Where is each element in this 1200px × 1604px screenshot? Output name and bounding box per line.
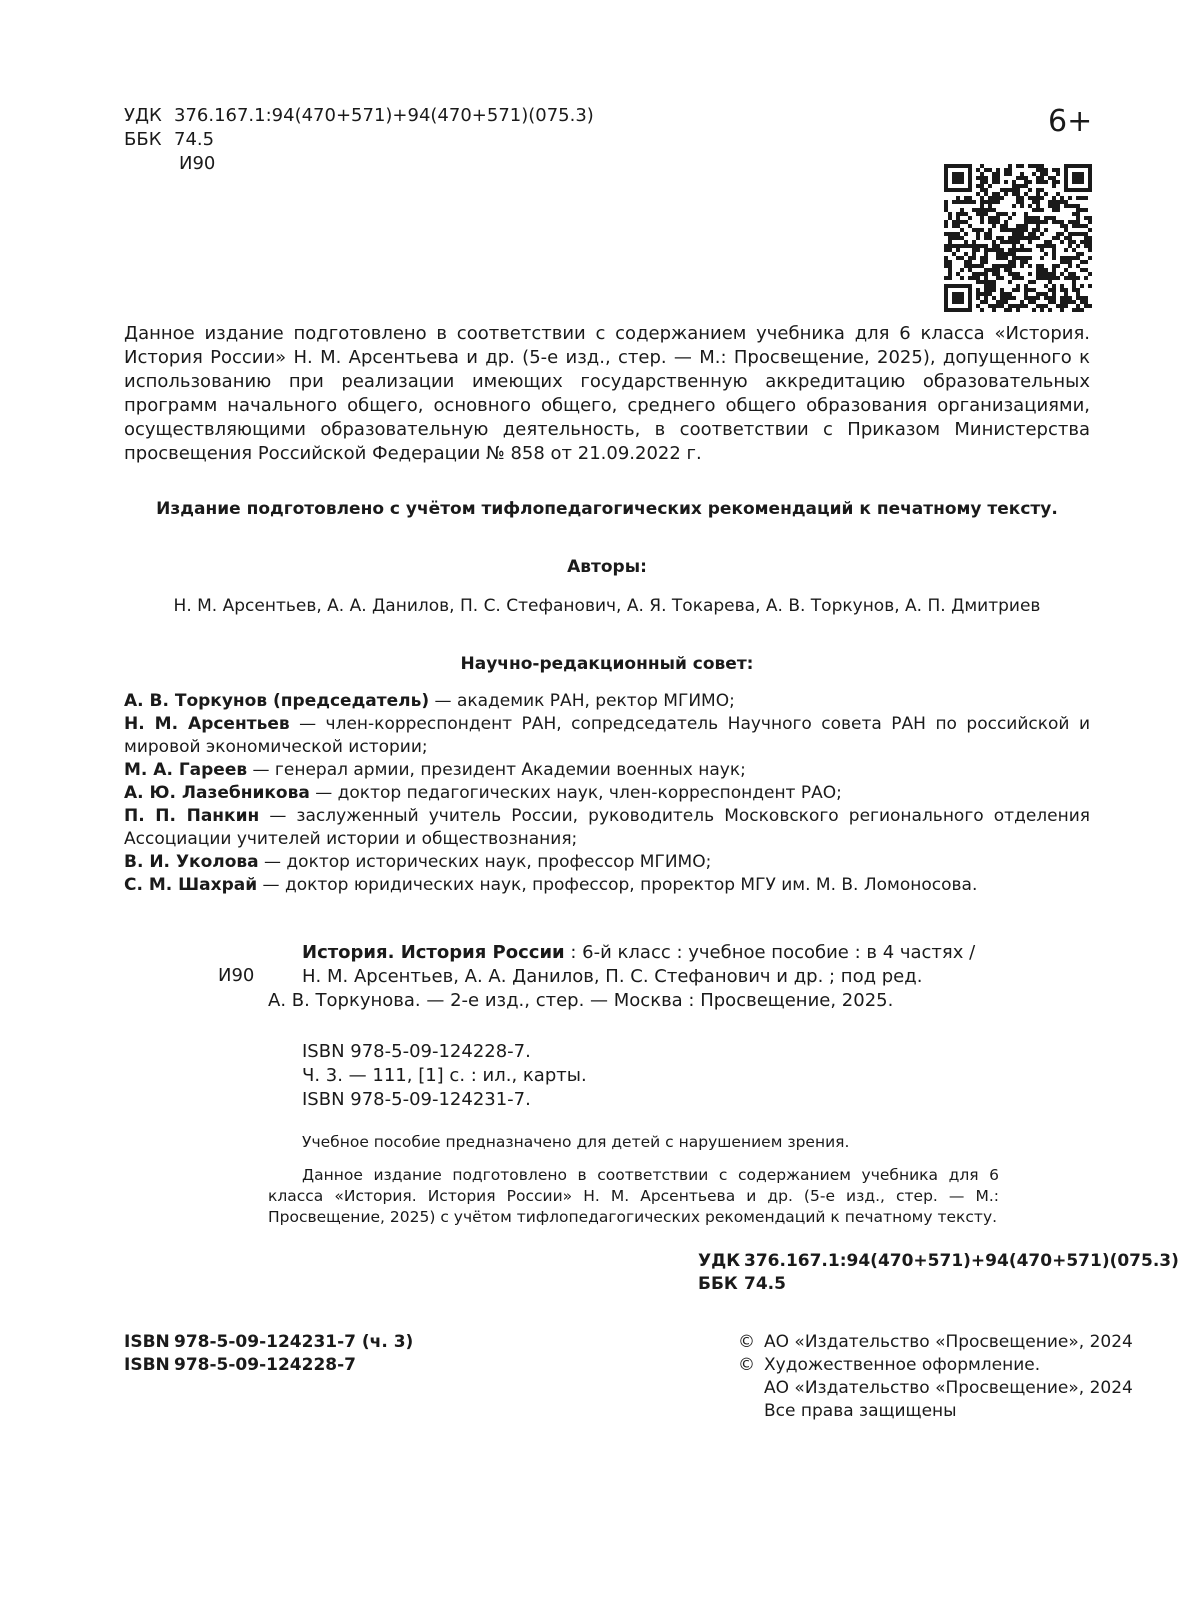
- biblio-line-3: [268, 989, 999, 1013]
- udk-row: [124, 104, 594, 128]
- copyright-spacer: [738, 1377, 764, 1400]
- isbn-bottom: [124, 1331, 413, 1377]
- copyright-text: Художественное оформление.: [764, 1355, 1041, 1375]
- biblio-line-1: [302, 941, 999, 965]
- copyright-text: АО «Издательство «Просвещение», 2024: [764, 1378, 1133, 1398]
- council-member: [124, 851, 1090, 874]
- council-heading: Научно-редакционный совет:: [460, 654, 754, 674]
- copyright-icon: ©: [738, 1332, 755, 1352]
- council-member: [124, 805, 1090, 851]
- copyright-block: [738, 1331, 1133, 1423]
- footer-bbk-label: ББК: [698, 1274, 738, 1294]
- council-member-name: М. А. Гареев: [124, 760, 248, 780]
- biblio-line1-rest: : 6-й класс : учебное пособие : в 4 частях /: [564, 942, 976, 963]
- isbn-line: ISBN 978-5-09-124228-7.: [302, 1041, 531, 1062]
- council-member-name: С. М. Шахрай: [124, 875, 258, 895]
- footer-udk-label: УДК: [698, 1251, 741, 1271]
- isbn-list: [302, 1040, 587, 1112]
- council-list: [124, 690, 1090, 897]
- copyright-line: [738, 1400, 1133, 1423]
- council-member-role: — заслуженный учитель России, руководитель Московского регионального отделения Ассоциации учителей истории и обществознания;: [124, 806, 1090, 849]
- isbn-bottom-line: [124, 1331, 413, 1354]
- qr-code-icon: [944, 164, 1092, 312]
- copyright-spacer: [738, 1400, 764, 1423]
- council-member: [124, 713, 1090, 759]
- audience-note: Учебное пособие предназначено для детей с нарушением зрения.: [302, 1133, 850, 1151]
- isbn-label: ISBN: [124, 1355, 170, 1375]
- council-member-name: А. Ю. Лазебникова: [124, 783, 310, 803]
- isbn-bottom-line: [124, 1354, 413, 1377]
- council-member-role: — доктор юридических наук, профессор, проректор МГУ им. М. В. Ломоносова.: [257, 875, 978, 895]
- udk-label: УДК: [124, 105, 162, 126]
- council-member: [124, 690, 1090, 713]
- council-member-name: П. П. Панкин: [124, 806, 260, 826]
- biblio-title: История. История России: [302, 942, 565, 963]
- isbn-label: ISBN: [124, 1332, 170, 1352]
- footer-udk-row: [698, 1250, 1179, 1273]
- council-member-name: Н. М. Арсентьев: [124, 714, 290, 734]
- biblio-record: [268, 941, 999, 1013]
- edition-description: Данное издание подготовлено в соответствии с содержанием учебника для 6 класса «История. История России» Н. М. Арсентьева и др. (5-е изд., стер. — М.: Просвещение, 2025) с учётом тифлопедагогических рекомендаций к печатному тексту.: [268, 1166, 999, 1226]
- age-rating: 6+: [1048, 104, 1093, 139]
- council-member-role: — доктор исторических наук, профессор МГИМО;: [258, 852, 712, 872]
- udk-value: 376.167.1:94(470+571)+94(470+571)(075.3): [174, 105, 594, 126]
- council-member: [124, 874, 1090, 897]
- council-member-role: — генерал армии, президент Академии военных наук;: [247, 760, 746, 780]
- bbk-value: 74.5: [174, 129, 215, 150]
- tiflo-note: Издание подготовлено с учётом тифлопедагогических рекомендаций к печатному тексту.: [156, 499, 1058, 519]
- biblio-line3-text: А. В. Торкунова. — 2-е изд., стер. — Москва : Просвещение, 2025.: [268, 990, 894, 1011]
- copyright-text: Все права защищены: [764, 1401, 957, 1421]
- copyright-icon: ©: [738, 1355, 755, 1375]
- isbn-value: 978-5-09-124228-7: [174, 1355, 356, 1375]
- council-member-role: — доктор педагогических наук, член-корреспондент РАО;: [309, 783, 842, 803]
- copyright-line: [738, 1331, 1133, 1354]
- isbn-value: 978-5-09-124231-7 (ч. 3): [174, 1332, 414, 1352]
- copyright-line: [738, 1377, 1133, 1400]
- bbk-label: ББК: [124, 129, 162, 150]
- copyright-line: [738, 1354, 1133, 1377]
- council-member-role: — академик РАН, ректор МГИМО;: [429, 691, 735, 711]
- bbk-row: [124, 128, 594, 152]
- council-member-role: — член-корреспондент РАН, сопредседатель Научного совета РАН по российской и мировой экономической истории;: [124, 714, 1090, 757]
- council-member-name: В. И. Уколова: [124, 852, 259, 872]
- authors-list: Н. М. Арсентьев, А. А. Данилов, П. С. Стефанович, А. Я. Токарева, А. В. Торкунов, А. П. Дмитриев: [173, 596, 1041, 616]
- biblio-line-2: Н. М. Арсентьев, А. А. Данилов, П. С. Стефанович и др. ; под ред.: [302, 966, 923, 987]
- footer-classification: [698, 1250, 1179, 1296]
- council-member: [124, 782, 1090, 805]
- classification-block: [124, 104, 594, 176]
- copyright-text: АО «Издательство «Просвещение», 2024: [764, 1332, 1133, 1352]
- footer-udk-value: 376.167.1:94(470+571)+94(470+571)(075.3): [744, 1251, 1179, 1271]
- author-code: И90: [179, 153, 216, 174]
- footer-bbk-value: 74.5: [744, 1274, 786, 1294]
- intro-paragraph: Данное издание подготовлено в соответствии с содержанием учебника для 6 класса «История. История России» Н. М. Арсентьева и др. (5-е изд., стер. — М.: Просвещение, 2025), допущенного к использованию при реализации имеющих государственную аккредитацию образовательных программ начального общего, основного общего, среднего общего образования организациями, осуществляющими образовательную деятельность, в соответствии с Приказом Министерства просвещения Российской Федерации № 858 от 21.09.2022 г.: [124, 323, 1090, 464]
- footer-bbk-row: [698, 1273, 1179, 1296]
- biblio-code: И90: [218, 965, 255, 986]
- council-member: [124, 759, 1090, 782]
- isbn-line: ISBN 978-5-09-124231-7.: [302, 1089, 531, 1110]
- part-line: Ч. 3. — 111, [1] с. : ил., карты.: [302, 1065, 587, 1086]
- authors-heading: Авторы:: [567, 557, 647, 577]
- council-member-name: А. В. Торкунов (председатель): [124, 691, 430, 711]
